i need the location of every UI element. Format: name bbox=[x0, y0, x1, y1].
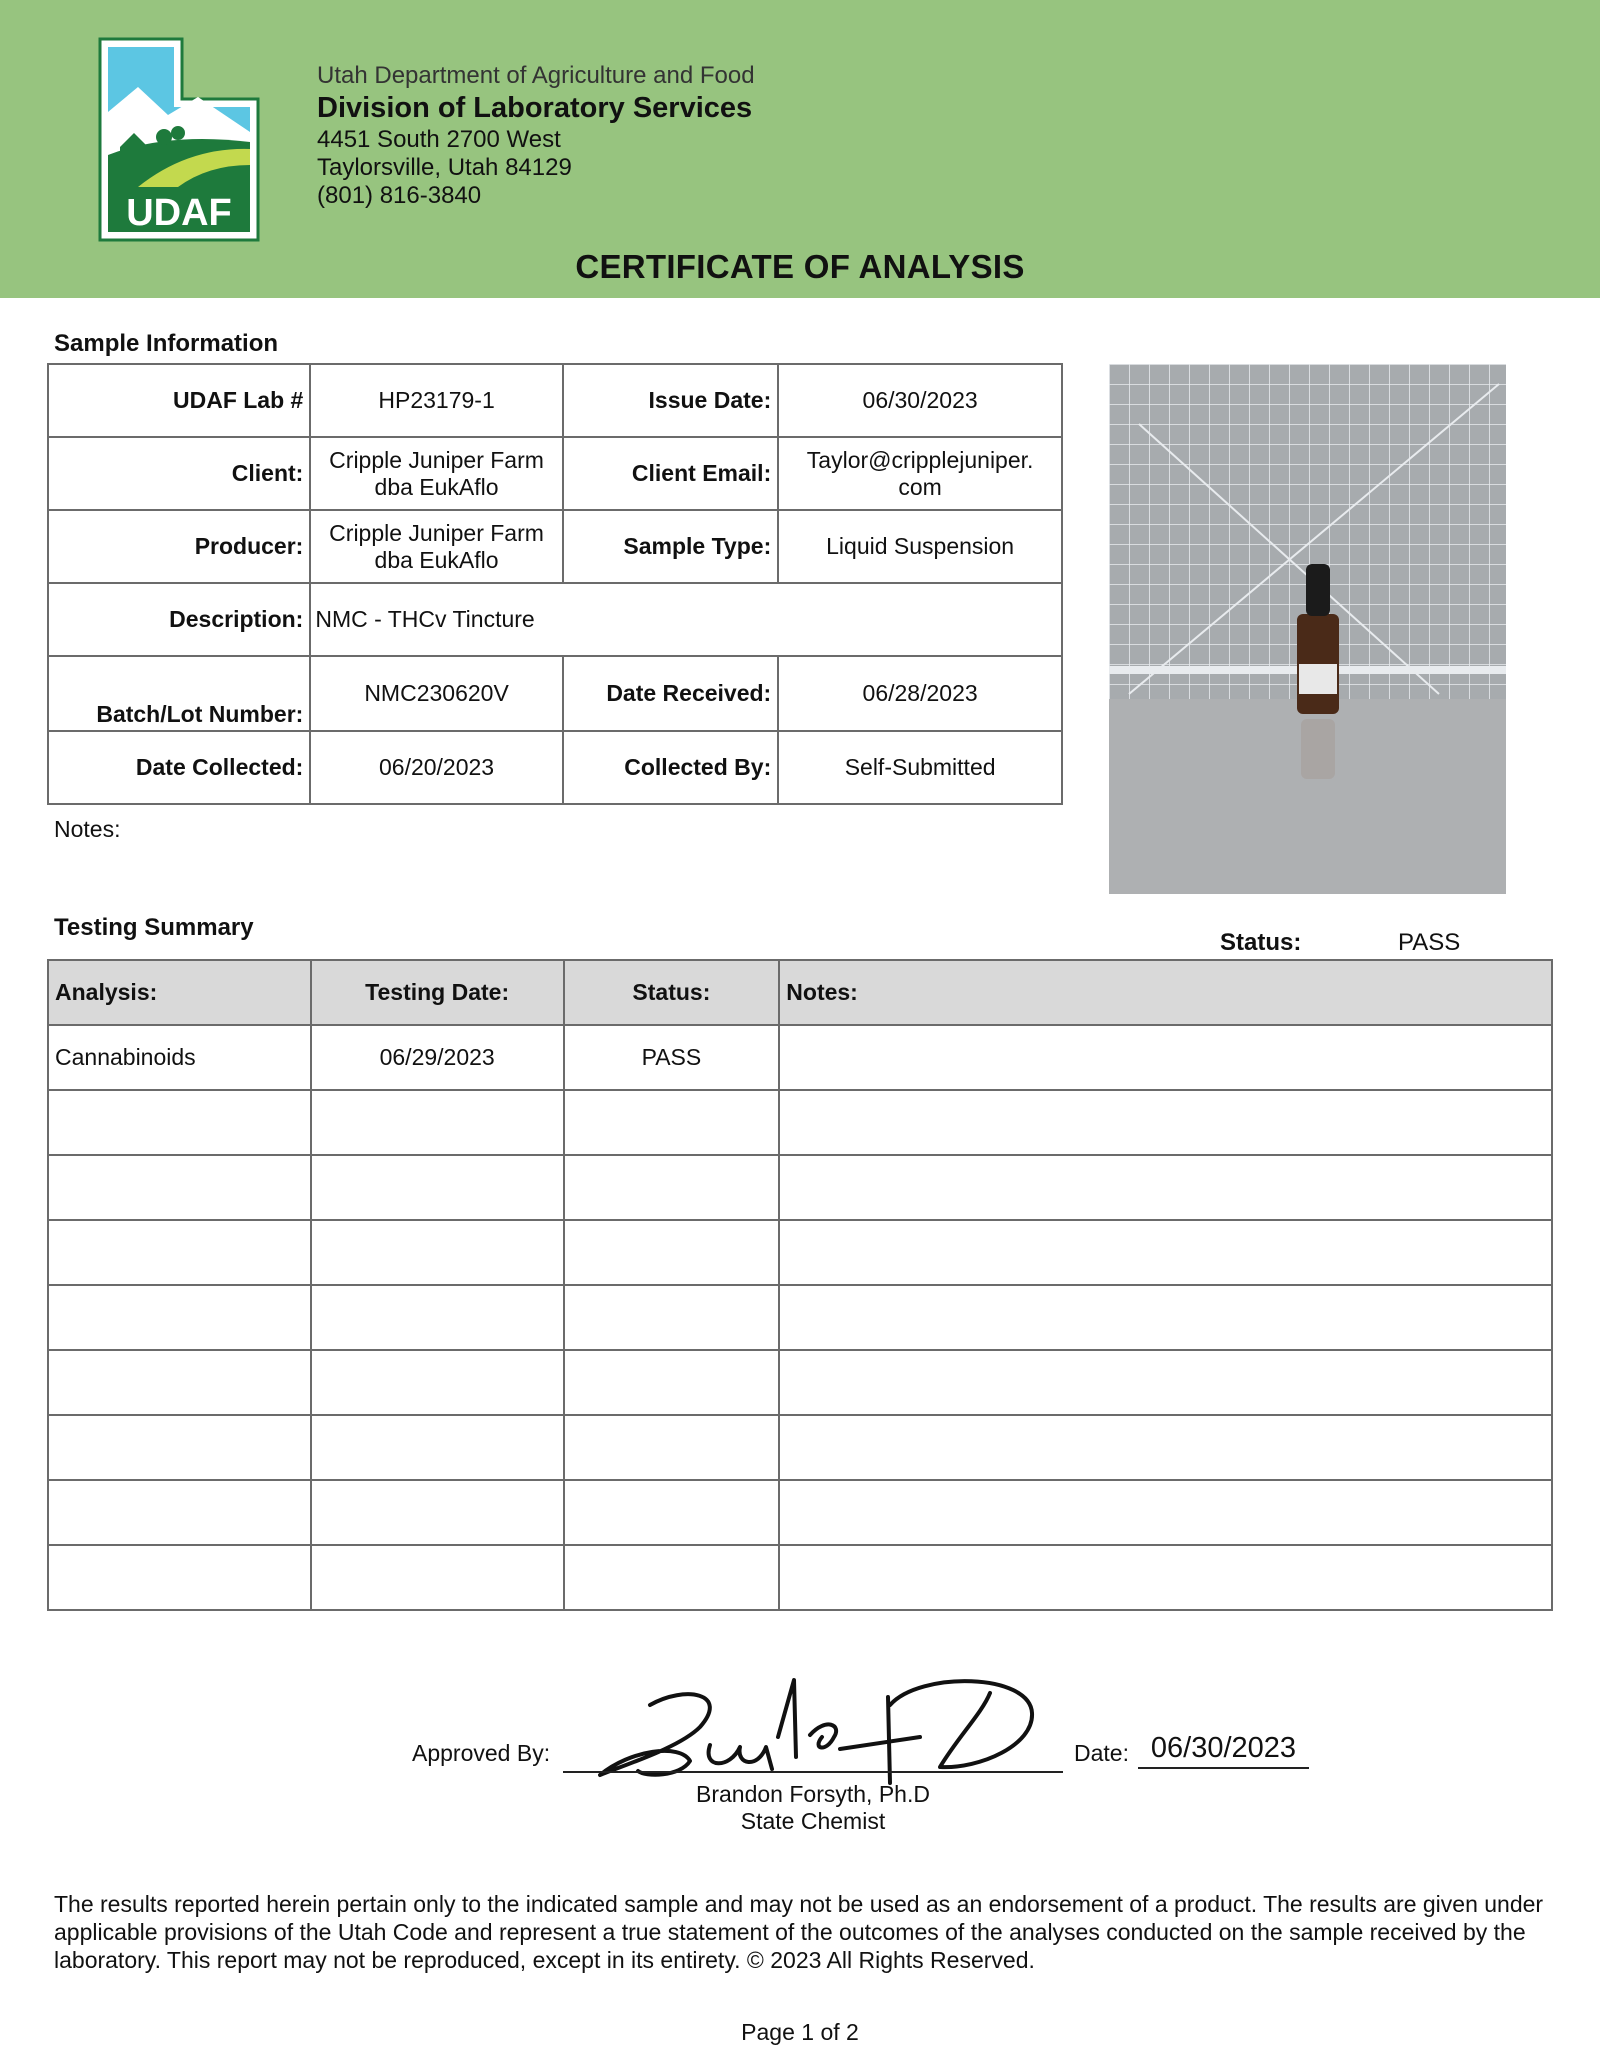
testing-summary-table bbox=[47, 959, 1553, 1611]
sample-type-label: Sample Type: bbox=[563, 510, 778, 583]
testing-date-cell bbox=[311, 1285, 564, 1350]
address-line-1: 4451 South 2700 West bbox=[317, 126, 561, 153]
sample-information-table bbox=[47, 363, 1063, 805]
status-cell bbox=[564, 1545, 780, 1610]
analysis-cell bbox=[48, 1155, 311, 1220]
status-cell bbox=[564, 1480, 780, 1545]
table-row bbox=[48, 1545, 1552, 1610]
notes-cell bbox=[779, 1285, 1552, 1350]
table-row bbox=[48, 731, 1062, 804]
table-row bbox=[48, 437, 1062, 510]
analysis-cell bbox=[48, 1220, 311, 1285]
table-row bbox=[48, 656, 1062, 731]
analysis-cell: Cannabinoids bbox=[48, 1025, 311, 1090]
notes-cell bbox=[779, 1025, 1552, 1090]
collected-by-value: Self-Submitted bbox=[778, 731, 1062, 804]
description-label: Description: bbox=[48, 583, 310, 656]
testing-summary-heading: Testing Summary bbox=[54, 914, 254, 941]
notes-cell bbox=[779, 1545, 1552, 1610]
table-row bbox=[48, 583, 1062, 656]
table-header-row bbox=[48, 960, 1552, 1025]
status-column-header: Status: bbox=[564, 960, 780, 1025]
client-value bbox=[310, 437, 562, 510]
date-collected-value: 06/20/2023 bbox=[310, 731, 562, 804]
analysis-cell bbox=[48, 1090, 311, 1155]
status-cell bbox=[564, 1155, 780, 1220]
approval-date-value: 06/30/2023 bbox=[1138, 1732, 1309, 1769]
logo-text: UDAF bbox=[126, 192, 232, 234]
testing-date-cell bbox=[311, 1545, 564, 1610]
issue-date-value: 06/30/2023 bbox=[778, 364, 1062, 437]
lab-number-label: UDAF Lab # bbox=[48, 364, 310, 437]
analysis-cell bbox=[48, 1545, 311, 1610]
table-row bbox=[48, 1155, 1552, 1220]
client-line-2: dba EukAflo bbox=[374, 473, 499, 500]
analysis-cell bbox=[48, 1480, 311, 1545]
approved-by-label: Approved By: bbox=[412, 1740, 551, 1766]
batch-lot-label: Batch/Lot Number: bbox=[48, 656, 310, 731]
signer-name: Brandon Forsyth, Ph.D bbox=[696, 1781, 930, 1807]
table-row bbox=[48, 1090, 1552, 1155]
analysis-column-header: Analysis: bbox=[48, 960, 311, 1025]
testing-date-column-header: Testing Date: bbox=[311, 960, 564, 1025]
description-value: NMC - THCv Tincture bbox=[310, 583, 1062, 656]
department-name: Utah Department of Agriculture and Food bbox=[317, 62, 755, 89]
date-received-label: Date Received: bbox=[563, 656, 778, 731]
udaf-logo bbox=[98, 37, 260, 242]
table-row bbox=[48, 364, 1062, 437]
testing-date-cell bbox=[311, 1350, 564, 1415]
notes-cell bbox=[779, 1480, 1552, 1545]
table-row bbox=[48, 510, 1062, 583]
notes-cell bbox=[779, 1350, 1552, 1415]
analysis-cell bbox=[48, 1285, 311, 1350]
collected-by-label: Collected By: bbox=[563, 731, 778, 804]
phone-number: (801) 816-3840 bbox=[317, 182, 482, 209]
status-cell bbox=[564, 1350, 780, 1415]
sample-information-heading: Sample Information bbox=[54, 330, 279, 357]
notes-column-header: Notes: bbox=[779, 960, 1552, 1025]
testing-date-cell bbox=[311, 1090, 564, 1155]
table-row bbox=[48, 1480, 1552, 1545]
status-cell bbox=[564, 1090, 780, 1155]
overall-status-label: Status: bbox=[1220, 929, 1302, 956]
status-cell bbox=[564, 1285, 780, 1350]
overall-status-value: PASS bbox=[1398, 929, 1461, 956]
analysis-cell bbox=[48, 1415, 311, 1480]
sample-notes-label: Notes: bbox=[54, 816, 121, 842]
table-row bbox=[48, 1285, 1552, 1350]
producer-value bbox=[310, 510, 562, 583]
status-cell bbox=[564, 1415, 780, 1480]
status-cell: PASS bbox=[564, 1025, 780, 1090]
disclaimer-text: The results reported herein pertain only to the indicated sample and may not be used as an endorsement of a product. The results are given under applicable provisions of the Utah Code and represent a true statement of the outcomes of the analyses conducted on the sample received by the laboratory. This report may not be reproduced, except in its entirety. © 2023 All Rights Reserved. bbox=[54, 1891, 1544, 1973]
producer-line-2: dba EukAflo bbox=[374, 546, 499, 573]
status-cell bbox=[564, 1220, 780, 1285]
producer-label: Producer: bbox=[48, 510, 310, 583]
table-row bbox=[48, 1350, 1552, 1415]
sample-type-value: Liquid Suspension bbox=[778, 510, 1062, 583]
issue-date-label: Issue Date: bbox=[563, 364, 778, 437]
batch-lot-value: NMC230620V bbox=[310, 656, 562, 731]
client-email-line-2: com bbox=[898, 473, 942, 500]
producer-line-1: Cripple Juniper Farm bbox=[329, 519, 544, 546]
table-row bbox=[48, 1415, 1552, 1480]
date-collected-label: Date Collected: bbox=[48, 731, 310, 804]
header-banner bbox=[0, 0, 1600, 298]
notes-cell bbox=[779, 1090, 1552, 1155]
client-label: Client: bbox=[48, 437, 310, 510]
signer-title: State Chemist bbox=[740, 1808, 886, 1834]
client-line-1: Cripple Juniper Farm bbox=[329, 446, 544, 473]
date-received-value: 06/28/2023 bbox=[778, 656, 1062, 731]
notes-cell bbox=[779, 1220, 1552, 1285]
testing-date-cell bbox=[311, 1415, 564, 1480]
client-email-value bbox=[778, 437, 1062, 510]
sample-photo bbox=[1109, 364, 1506, 894]
testing-date-cell bbox=[311, 1220, 564, 1285]
testing-date-cell bbox=[311, 1480, 564, 1545]
testing-date-cell: 06/29/2023 bbox=[311, 1025, 564, 1090]
organization-block bbox=[317, 62, 755, 210]
notes-cell bbox=[779, 1155, 1552, 1220]
table-row bbox=[48, 1025, 1552, 1090]
table-row bbox=[48, 1220, 1552, 1285]
notes-cell bbox=[779, 1415, 1552, 1480]
client-email-line-1: Taylor@cripplejuniper. bbox=[806, 446, 1034, 473]
lab-number-value: HP23179-1 bbox=[310, 364, 562, 437]
analysis-cell bbox=[48, 1350, 311, 1415]
document-title: CERTIFICATE OF ANALYSIS bbox=[575, 248, 1025, 285]
signature-line bbox=[563, 1771, 1063, 1773]
division-name: Division of Laboratory Services bbox=[317, 92, 753, 124]
testing-date-cell bbox=[311, 1155, 564, 1220]
address-line-2: Taylorsville, Utah 84129 bbox=[317, 154, 572, 181]
approval-date-label: Date: bbox=[1074, 1740, 1129, 1766]
page-number: Page 1 of 2 bbox=[741, 2019, 859, 2045]
client-email-label: Client Email: bbox=[563, 437, 778, 510]
